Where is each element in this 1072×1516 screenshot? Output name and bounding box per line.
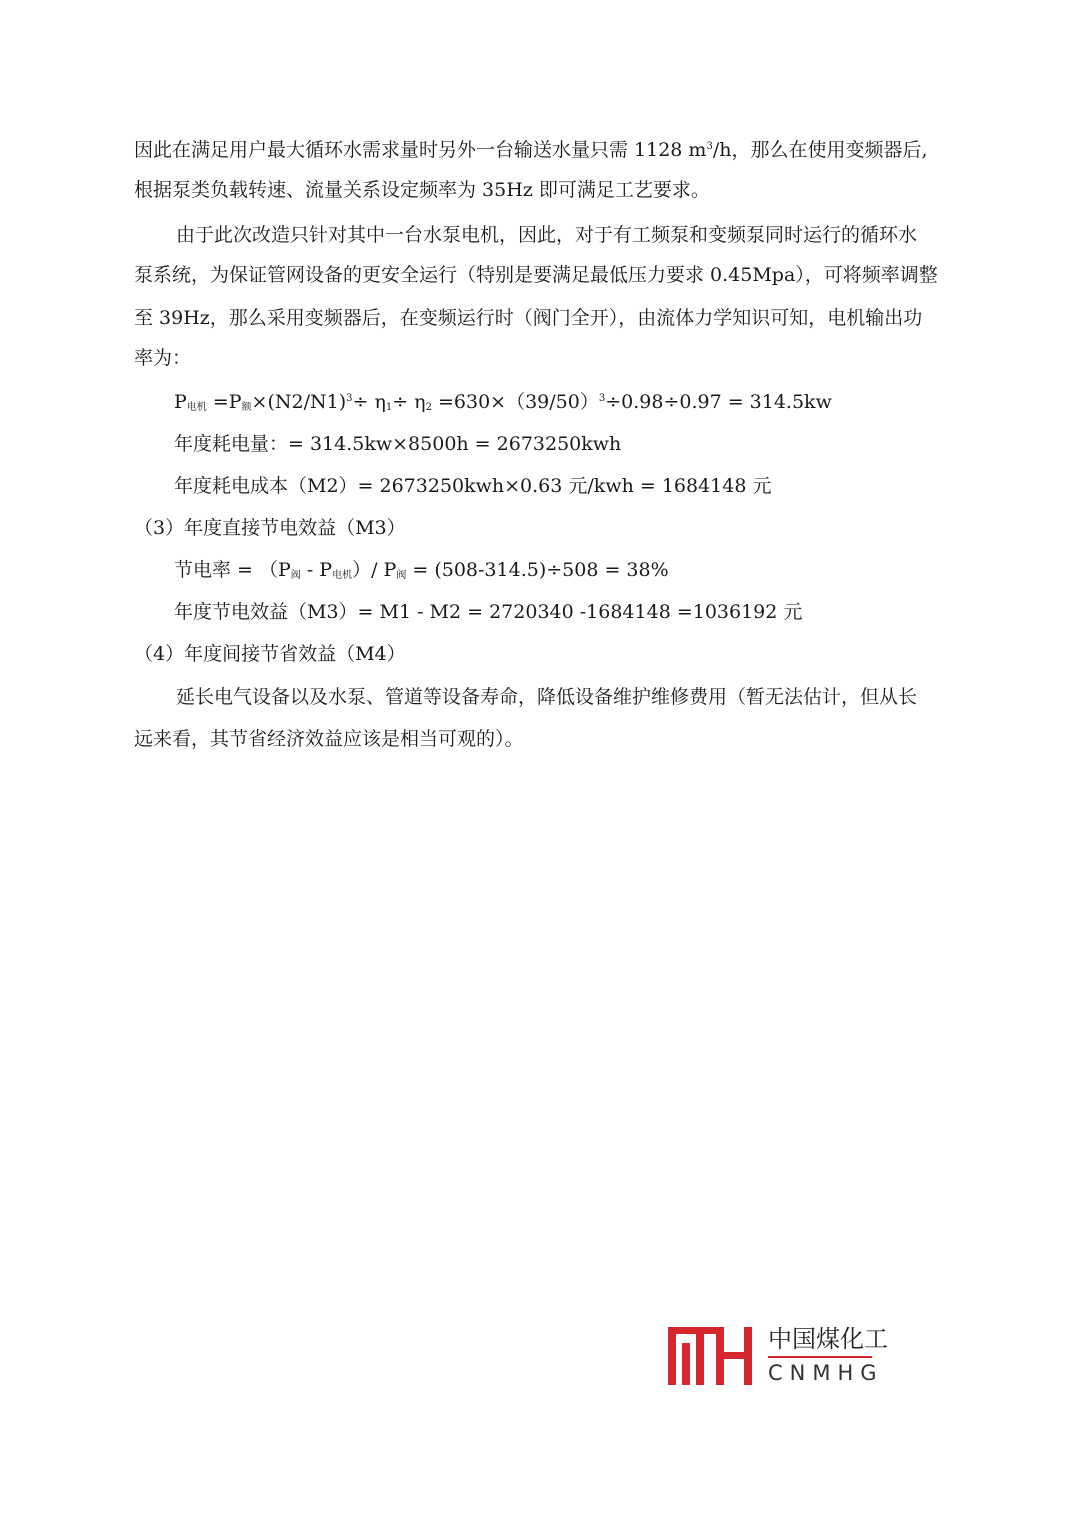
paragraph-line: 率为： [134, 347, 192, 369]
paragraph-line: 泵系统，为保证管网设备的更安全运行（特别是要满足最低压力要求 0.45Mpa），可将频率调整 [134, 264, 938, 286]
logo-english-name: CNMHG [768, 1361, 884, 1385]
m3-benefit: 年度节电效益（M3）= M1 - M2 = 2720340 -1684148 =1036192 元 [174, 601, 803, 623]
power-formula: $P_{电机} =P_额\times(N2/N1)^3\div \eta_1\div \eta_2 =630\times(39/50)^3\div 0.98\div 0.97 = 314.5kw$ [174, 391, 832, 413]
paragraph-line: 远来看，其节省经济效益应该是相当可观的）。 [134, 728, 524, 750]
paragraph-line: 由于此次改造只针对其中一台水泵电机，因此，对于有工频泵和变频泵同时运行的循环水 [176, 224, 918, 246]
annual-cost: 年度耗电成本（M2）= 2673250kwh×0.63 元/kwh = 1684148 元 [174, 475, 772, 497]
paragraph-line: 根据泵类负载转速、流量关系设定频率为 35Hz 即可满足工艺要求。 [134, 179, 710, 201]
paragraph-line: 因此在满足用户最大循环水需求量时另外一台输送水量只需 1128 $m^3/h$，那么在使用变频器后, [134, 139, 928, 161]
saving-rate: 节电率 = $(P_阀 - P_{电机})/$ $P_阀 = (508-314.5)\div 508 = 38\%$ [174, 559, 669, 581]
logo-divider [768, 1356, 872, 1358]
cnmhg-logo-mark [668, 1323, 760, 1385]
section-heading-m3: （3）年度直接节电效益（M3） [134, 517, 406, 539]
paragraph-line: 延长电气设备以及水泵、管道等设备寿命，降低设备维护维修费用（暂无法估计，但从长 [176, 686, 918, 708]
logo-chinese-name: 中国煤化工 [768, 1325, 888, 1353]
cnmhg-logo [668, 1323, 888, 1389]
annual-consumption: 年度耗电量：= 314.5kw×8500h = 2673250kwh [174, 433, 622, 455]
section-heading-m4: （4）年度间接节省效益（M4） [134, 643, 406, 665]
paragraph-line: 至 39Hz，那么采用变频器后，在变频运行时（阀门全开），由流体力学知识可知，电机输出功 [134, 307, 923, 329]
